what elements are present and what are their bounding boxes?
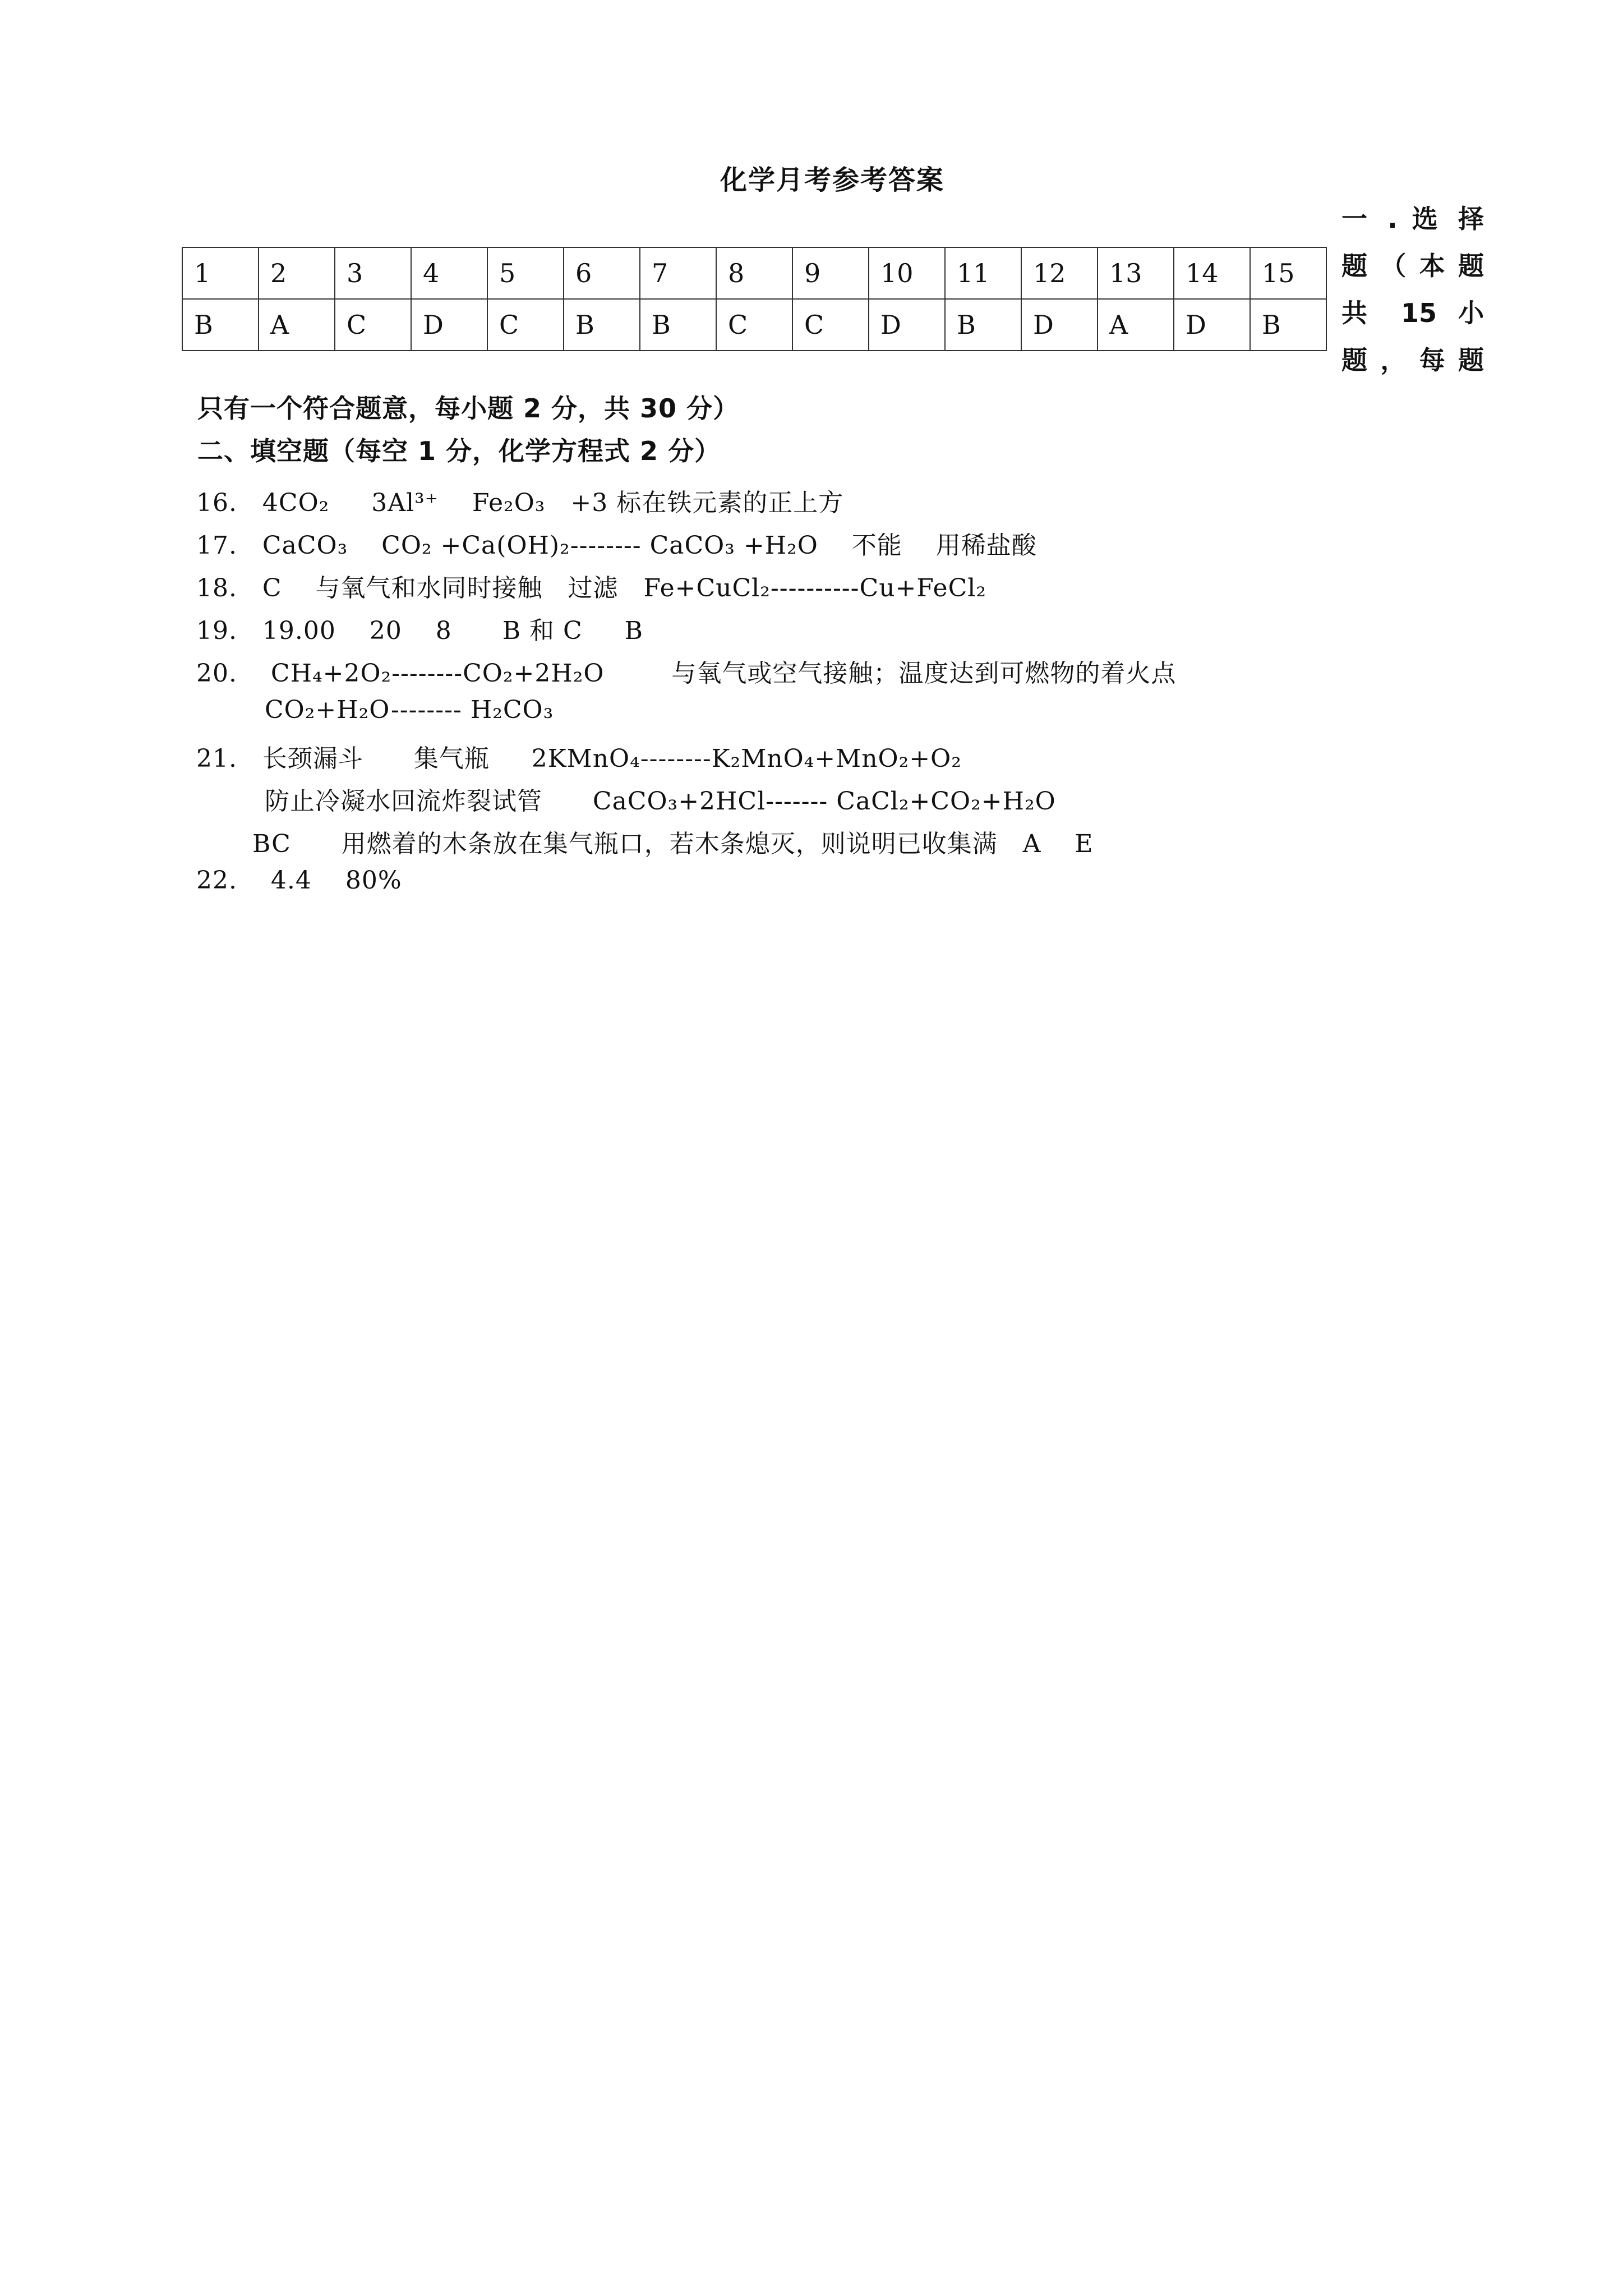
answer-row (182, 299, 1326, 351)
answer-line-21-continued: 防止冷凝水回流炸裂试管 CaCO₃+2HCl------- CaCl₂+CO₂+H₂O (265, 787, 1056, 816)
answer-cell: B (182, 299, 259, 351)
question-number-cell: 6 (564, 247, 640, 299)
answer-line-17: 17. CaCO₃ CO₂ +Ca(OH)₂-------- CaCO₃ +H₂O 不能 用稀盐酸 (196, 531, 1037, 560)
question-number-cell: 9 (792, 247, 869, 299)
answer-cell: B (640, 299, 716, 351)
answer-line-22: 22. 4.4 80% (196, 866, 402, 895)
section1-heading-line: 一 . 选 择 (1341, 204, 1484, 234)
answer-cell: A (1098, 299, 1174, 351)
question-number-row (182, 247, 1326, 299)
answer-cell: A (259, 299, 335, 351)
question-number-cell: 3 (335, 247, 411, 299)
question-number-cell: 7 (640, 247, 716, 299)
answer-cell: C (487, 299, 564, 351)
page-title: 化学月考参考答案 (720, 164, 945, 196)
answer-cell: C (716, 299, 792, 351)
answer-line-21-continued-2: BC 用燃着的木条放在集气瓶口，若木条熄灭，则说明已收集满 A E (252, 830, 1094, 858)
answer-line-18: 18. C 与氧气和水同时接触 过滤 Fe+CuCl₂----------Cu+FeCl₂ (196, 574, 986, 602)
answer-cell: C (335, 299, 411, 351)
answer-line-16: 16. 4CO₂ 3Al³⁺ Fe₂O₃ +3 标在铁元素的正上方 (196, 489, 844, 517)
question-number-cell: 13 (1098, 247, 1174, 299)
answer-cell: B (945, 299, 1021, 351)
question-number-cell: 1 (182, 247, 259, 299)
answer-line-19: 19. 19.00 20 8 B 和 C B (196, 616, 643, 645)
answer-cell: C (792, 299, 869, 351)
section2-heading: 二、填空题（每空 1 分，化学方程式 2 分） (197, 436, 721, 466)
answer-line-21: 21. 长颈漏斗 集气瓶 2KMnO₄--------K₂MnO₄+MnO₂+O₂ (196, 744, 962, 773)
answer-cell: D (869, 299, 945, 351)
section1-heading-line: 题 ， 每 题 (1341, 345, 1484, 375)
answer-line-20-continued: CO₂+H₂O-------- H₂CO₃ (265, 696, 554, 724)
section1-heading (1341, 195, 1484, 384)
question-number-cell: 8 (716, 247, 792, 299)
question-number-cell: 15 (1250, 247, 1326, 299)
question-number-cell: 2 (259, 247, 335, 299)
answer-cell: D (411, 299, 487, 351)
section1-heading-line: 题 （ 本 题 (1341, 251, 1484, 281)
section1-heading-line: 共 15 小 (1341, 298, 1484, 328)
question-number-cell: 10 (869, 247, 945, 299)
answer-cell: D (1021, 299, 1098, 351)
question-number-cell: 4 (411, 247, 487, 299)
answer-line-20: 20. CH₄+2O₂--------CO₂+2H₂O 与氧气或空气接触；温度达到可燃物的着火点 (196, 659, 1177, 688)
answer-cell: D (1174, 299, 1250, 351)
question-number-cell: 5 (487, 247, 564, 299)
answer-table (182, 247, 1327, 351)
answer-cell: B (1250, 299, 1326, 351)
question-number-cell: 12 (1021, 247, 1098, 299)
question-number-cell: 11 (945, 247, 1021, 299)
question-number-cell: 14 (1174, 247, 1250, 299)
answer-cell: B (564, 299, 640, 351)
section1-continuation: 只有一个符合题意，每小题 2 分，共 30 分） (197, 393, 740, 424)
